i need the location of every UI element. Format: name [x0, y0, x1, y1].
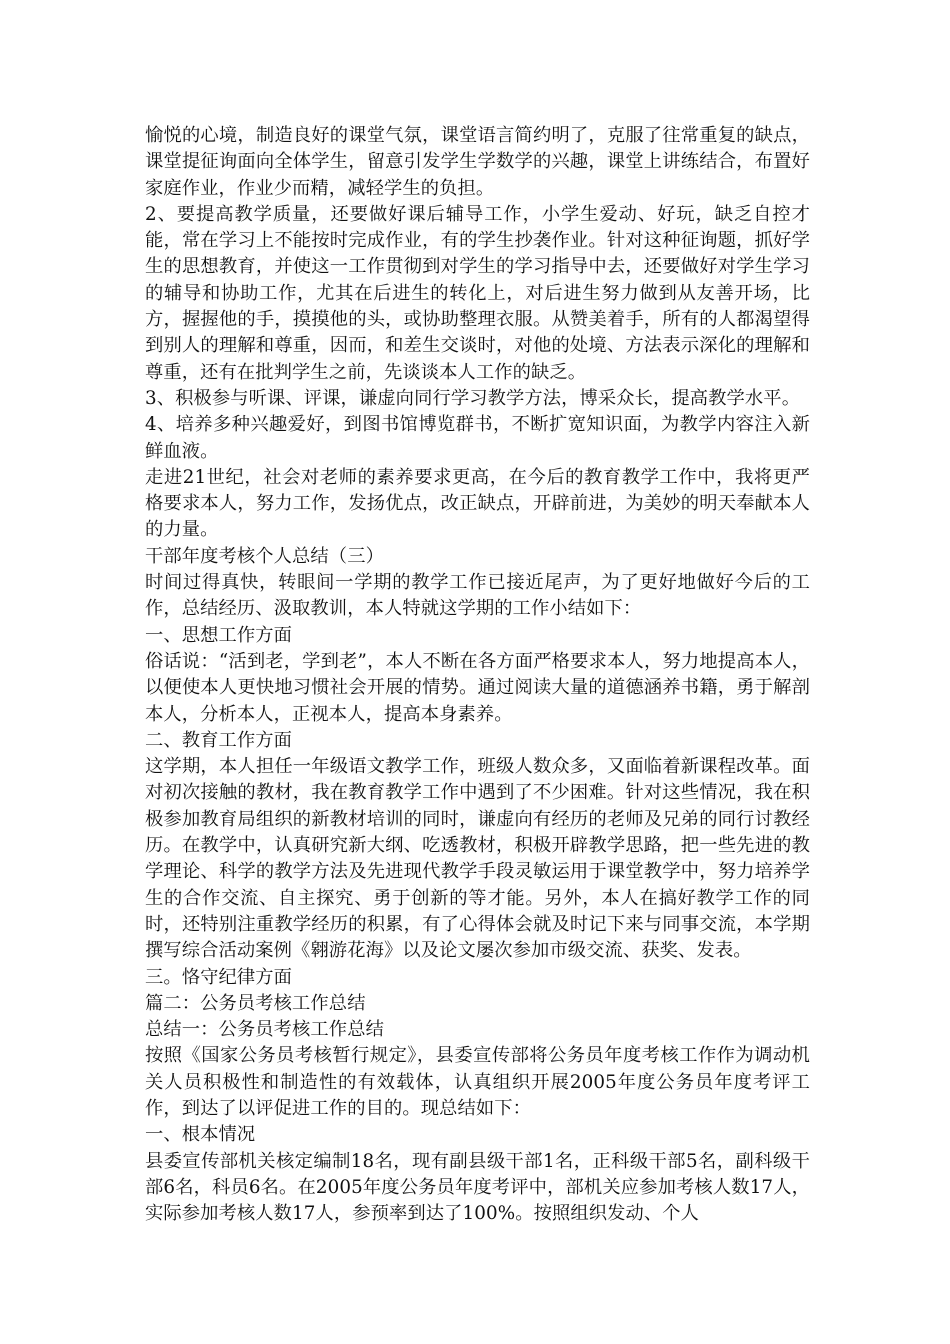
paragraph-2: 2、要提高教学质量，还要做好课后辅导工作，小学生爱动、好玩，缺乏自控才能，常在学习上不能按时完成作业，有的学生抄袭作业。针对这种征询题，抓好学生的思想教育，并使这一工作贯彻到对学生的学习指导中去，还要做好对学生学习的辅导和协助工作，尤其在后进生的转化上，对后进生努力做到从友善开场，比方，握握他的手，摸摸他的头，或协助整理衣服。从赞美着手，所有的人都渴望得到别人的理解和尊重，因而，和差生交谈时，对他的处境、方法表示深化的理解和尊重，还有在批判学生之前，先谈谈本人工作的缺乏。 [145, 203, 810, 383]
paragraph-5: 走进21世纪，社会对老师的素养要求更高，在今后的教育教学工作中，我将更严格要求本人，努力工作，发扬优点，改正缺点，开辟前进，为美妙的明天奉献本人的力量。 [145, 466, 810, 541]
paragraph-4: 4、培养多种兴趣爱好，到图书馆博览群书，不断扩宽知识面，为教学内容注入新鲜血液。 [145, 414, 810, 462]
subheading-ideology: 一、思想工作方面 [145, 624, 293, 646]
summary-heading-1: 总结一：公务员考核工作总结 [145, 1019, 384, 1041]
paragraph-15: 按照《国家公务员考核暂行规定》，县委宣传部将公务员年度考核工作作为调动机关人员积极性和制造性的有效载体，认真组织开展2005年度公务员年度考评工作，到达了以评促进工作的目的。现总结如下： [145, 1045, 810, 1119]
subheading-education: 二、教育工作方面 [145, 729, 293, 751]
paragraph-17: 县委宣传部机关核定编制18名，现有副县级干部1名，正科级干部5名，副科级干部6名，科员6名。在2005年度公务员年度考评中，部机关应参加考核人数17人，实际参加考核人数17人，参预率到达了100%。按照组织发动、个人 [145, 1150, 810, 1225]
subheading-basic-situation: 一、根本情况 [145, 1124, 256, 1146]
document-body [145, 123, 810, 1227]
section-heading-3: 干部年度考核个人总结（三） [145, 545, 384, 567]
paragraph-9: 俗话说：“活到老，学到老”，本人不断在各方面严格要求本人，努力地提高本人，以便使本人更快地习惯社会开展的情势。通过阅读大量的道德涵养书籍，勇于解剖本人，分析本人，正视本人，提高本身素养。 [145, 650, 810, 725]
paragraph-1: 愉悦的心境，制造良好的课堂气氛，课堂语言简约明了，克服了往常重复的缺点，课堂提征询面向全体学生，留意引发学生学数学的兴趣，课堂上讲练结合，布置好家庭作业，作业少而精，减轻学生的负担。 [145, 125, 810, 199]
chapter-heading-2: 篇二：公务员考核工作总结 [145, 992, 366, 1014]
subheading-discipline: 三。恪守纪律方面 [145, 966, 293, 988]
paragraph-11: 这学期，本人担任一年级语文教学工作，班级人数众多，又面临着新课程改革。面对初次接触的教材，我在教育教学工作中遇到了不少困难。针对这些情况，我在积极参加教育局组织的新教材培训的同时，谦虚向有经历的老师及兄弟的同行讨教经历。在教学中，认真研究新大纲、吃透教材，积极开辟教学思路，把一些先进的教学理论、科学的教学方法及先进现代教学手段灵敏运用于课堂教学中，努力培养学生的合作交流、自主探究、勇于创新的等才能。另外，本人在搞好教学工作的同时，还特别注重教学经历的积累，有了心得体会就及时记下来与同事交流，本学期撰写综合活动案例《翱游花海》以及论文屡次参加市级交流、获奖、发表。 [145, 756, 810, 962]
paragraph-7: 时间过得真快，转眼间一学期的教学工作已接近尾声，为了更好地做好今后的工作，总结经历、汲取教训，本人特就这学期的工作小结如下： [145, 572, 810, 620]
paragraph-3: 3、积极参与听课、评课，谦虚向同行学习教学方法，博采众长，提高教学水平。 [145, 387, 801, 409]
